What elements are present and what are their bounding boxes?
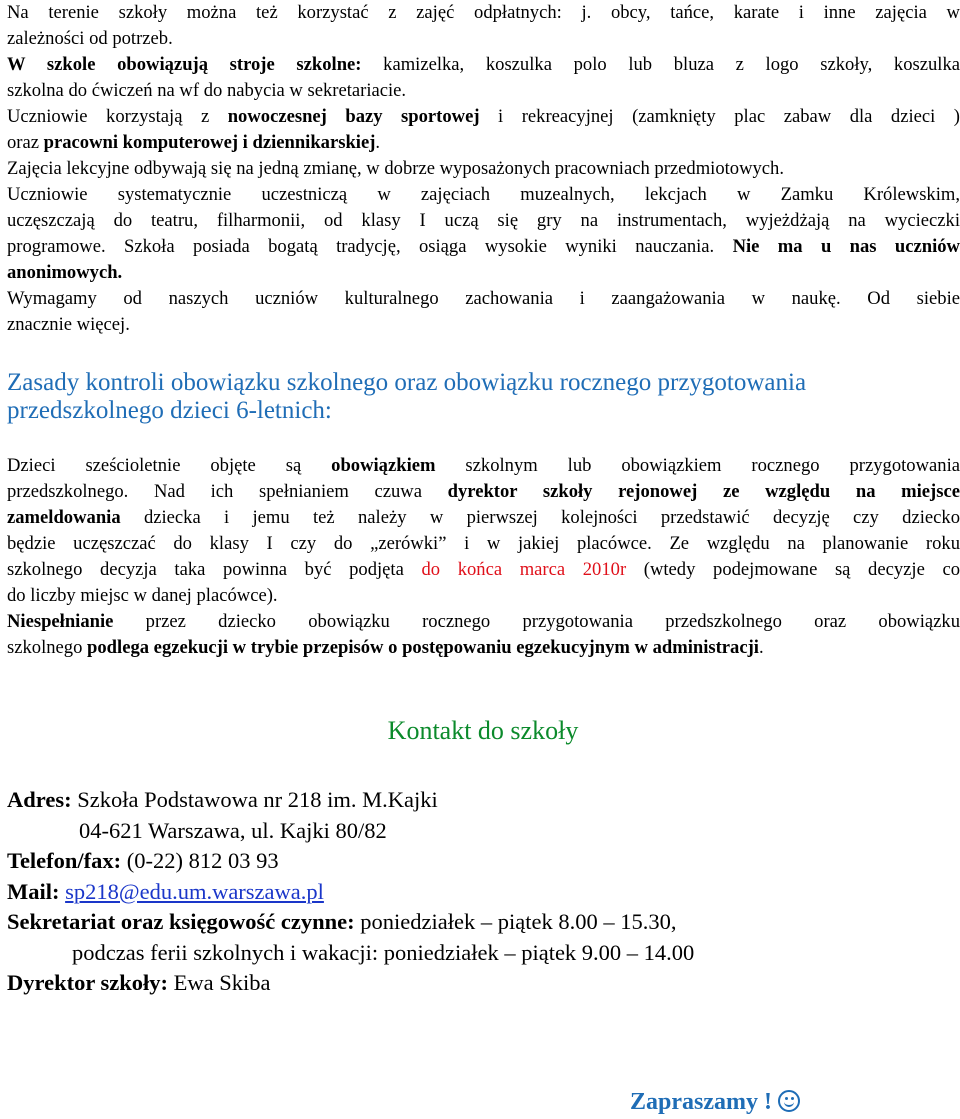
mail-link[interactable]: sp218@edu.um.warszawa.pl xyxy=(65,878,324,904)
contact-details xyxy=(7,785,960,999)
office-hours-value: poniedziałek – piątek 8.00 – 15.30, xyxy=(354,909,677,934)
s3-text: dziecka i jemu też należy w pierwszej kolejności przedstawić decyzję czy dziecko xyxy=(120,507,960,528)
s7-text: przez dziecko obowiązku rocznego przygotowania przedszkolnego oraz obowiązku xyxy=(113,611,960,632)
mail-line xyxy=(7,877,960,908)
section-line1 xyxy=(7,453,960,479)
intro-p3-line1 xyxy=(7,104,960,130)
section-line6: do liczby miejsc w danej placówce). xyxy=(7,585,278,606)
phone-value: (0-22) 812 03 93 xyxy=(121,848,279,873)
section-line5 xyxy=(7,557,960,583)
p3-text-a: Uczniowie korzystają z xyxy=(7,106,228,127)
s8-text: szkolnego xyxy=(7,637,88,658)
s8-bold: podlega egzekucji w trybie przepisów o postępowaniu egzekucyjnym w administracji xyxy=(87,637,759,658)
p3-text-d: oraz xyxy=(7,132,44,153)
s2-bold: dyrektor szkoły rejonowej ze względu na miejsce xyxy=(447,481,960,502)
s1-text: Dzieci sześcioletnie objęte są xyxy=(7,455,332,476)
s2-text: przedszkolnego. Nad ich spełnianiem czuwa xyxy=(7,481,448,502)
p5-text: programowe. Szkoła posiada bogatą tradycję, osiąga wysokie wyniki nauczania. xyxy=(7,236,733,257)
intro-p6-line2: znacznie więcej. xyxy=(7,314,130,335)
section-body xyxy=(7,453,960,661)
p3-text-f: . xyxy=(375,132,381,153)
section-line3 xyxy=(7,505,960,531)
intro-p5-line3 xyxy=(7,234,960,260)
section-line2 xyxy=(7,479,960,505)
s1-text-c: szkolnym lub obowiązkiem rocznego przygotowania xyxy=(435,455,960,476)
intro-p2-line1 xyxy=(7,52,960,78)
intro-p1-line1: Na terenie szkoły można też korzystać z zajęć odpłatnych: j. obcy, tańce, karate i inne zajęcia w xyxy=(7,2,960,23)
phone-label: Telefon/fax: xyxy=(7,848,122,873)
address-value: Szkoła Podstawowa nr 218 im. M.Kajki xyxy=(71,787,438,812)
p3-bold-sport: nowoczesnej bazy sportowej xyxy=(227,106,480,127)
p5-bold: Nie ma u nas uczniów xyxy=(732,236,960,257)
s1-bold: obowiązkiem xyxy=(331,455,436,476)
intro-p3-line2 xyxy=(7,130,960,156)
intro-p2-line2: szkolna do ćwiczeń na wf do nabycia w sekretariacie. xyxy=(7,80,407,101)
smiley-icon xyxy=(778,1090,800,1112)
mail-label: Mail: xyxy=(7,878,60,904)
p3-text-c: i rekreacyjnej (zamknięty plac zabaw dla dzieci ) xyxy=(479,106,960,127)
s5-text-c: (wtedy podejmowane są decyzje co xyxy=(626,559,960,580)
intro-p1-line2: zależności od potrzeb. xyxy=(7,28,173,49)
director-label: Dyrektor szkoły: xyxy=(7,970,169,995)
office-hours-line xyxy=(7,907,960,938)
address-line1 xyxy=(7,785,960,816)
contact-title: Kontakt do szkoły xyxy=(387,716,579,745)
invite-text xyxy=(630,1089,800,1116)
holiday-hours-line: podczas ferii szkolnych i wakacji: poniedziałek – piątek 9.00 – 14.00 xyxy=(72,939,695,965)
director-name: Ewa Skiba xyxy=(168,970,271,995)
intro-text xyxy=(7,0,960,338)
s5-text: szkolnego decyzja taka powinna być podjęta xyxy=(7,559,422,580)
intro-p5-line1: Uczniowie systematycznie uczestniczą w zajęciach muzealnych, lekcjach w Zamku Królewskim, xyxy=(7,184,960,205)
address-label: Adres: xyxy=(7,787,72,812)
section-heading-line1: Zasady kontroli obowiązku szkolnego oraz obowiązku rocznego przygotowania xyxy=(7,369,807,396)
section-line8 xyxy=(7,635,960,661)
phone-line xyxy=(7,846,960,877)
intro-p5-line2: uczęszczają do teatru, filharmonii, od klasy I uczą się gry na instrumentach, wyjeżdżają na wycieczki xyxy=(7,210,960,231)
s8-text-c: . xyxy=(758,637,764,658)
section-line7 xyxy=(7,609,960,635)
deadline-highlight: do końca marca 2010r xyxy=(421,559,627,580)
s3-bold: zameldowania xyxy=(7,507,121,528)
p5-bold-end: anonimowych. xyxy=(7,262,123,283)
uniform-label: W szkole obowiązują stroje szkolne: xyxy=(7,54,362,75)
intro-p5-line4 xyxy=(7,260,960,286)
section-line4: będzie uczęszczać do klasy I czy do „zerówki” i w jakiej placówce. Ze względu na planowanie roku xyxy=(7,533,960,554)
section-heading-line2: przedszkolnego dzieci 6-letnich: xyxy=(7,397,332,424)
office-label: Sekretariat oraz księgowość czynne: xyxy=(7,909,355,934)
section-heading xyxy=(7,369,960,425)
invite-label: Zapraszamy ! xyxy=(630,1089,772,1115)
address-line2: 04-621 Warszawa, ul. Kajki 80/82 xyxy=(79,817,387,843)
s7-bold: Niespełnianie xyxy=(7,611,114,632)
uniform-text: kamizelka, koszulka polo lub bluza z logo szkoły, koszulka xyxy=(361,54,960,75)
intro-p6-line1: Wymagamy od naszych uczniów kulturalnego zachowania i zaangażowania w naukę. Od siebie xyxy=(7,288,960,309)
p3-bold-labs: pracowni komputerowej i dziennikarskiej xyxy=(43,132,376,153)
intro-p4: Zajęcia lekcyjne odbywają się na jedną zmianę, w dobrze wyposażonych pracowniach przedmiotowych. xyxy=(7,158,785,179)
director-line xyxy=(7,968,960,999)
